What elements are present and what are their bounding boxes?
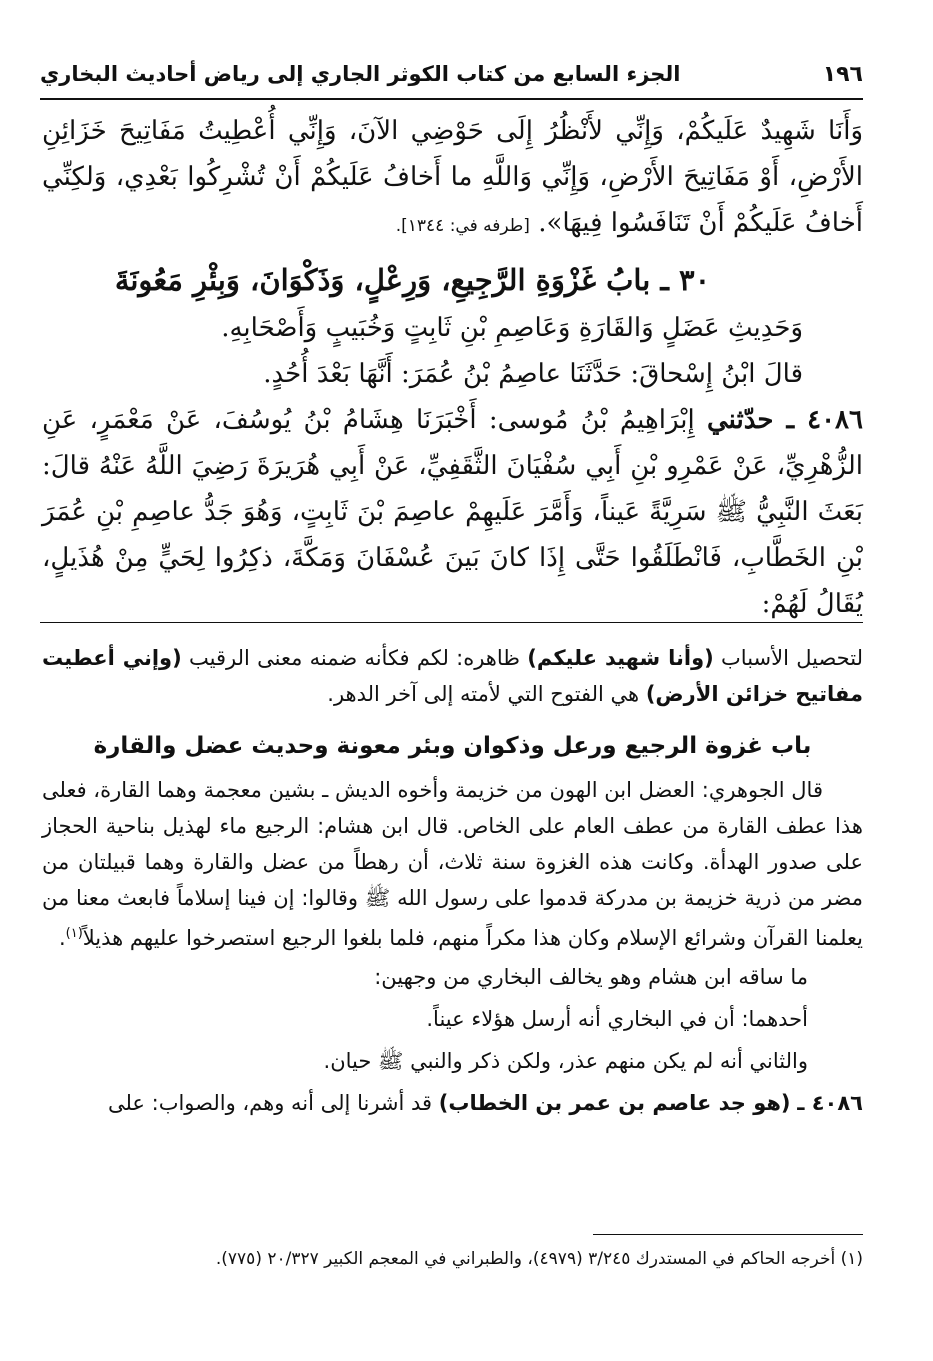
commentary-text: قال الجوهري: العضل ابن الهون من خزيمة وأخوه الديش ـ بشين معجمة وهما القارة، فعلى هذا عطف القارة من عطف العام على الخاص. قال ابن هشام: الرجيع ماء لهذيل بناحية الحجاز على صدور الهدأة. وكانت هذه الغزوة سنة ثلاث، أن رهطاً من عضل والقارة وهما قبيلتان من مضر من ذرية خزيمة بن مدركة قدموا على رسول الله ﷺ وقالوا: إن فينا إسلاماً فابعث معنا من يعلمنا القرآن وشرائع الإسلام وكان هذا مكراً منهم، فلما بلغوا الرجيع استصرخوا عليهم هذيلاً: [42, 778, 863, 950]
hadith-number: ٤٠٨٦ ـ حدّثني: [707, 405, 863, 435]
footnote: (١) أخرجه الحاكم في المستدرك ٣/٢٤٥ (٤٩٧٩)، والطبراني في المعجم الكبير ٢٠/٣٢٧ (٧٧٥).: [215, 1249, 863, 1269]
commentary-text: هي الفتوح التي لأمته إلى آخر الدهر.: [327, 682, 640, 706]
hadith-continuation: [42, 108, 863, 249]
footnote-marker: (١): [65, 926, 83, 941]
commentary-paragraph-2: قال الجوهري: العضل ابن الهون من خزيمة وأخوه الديش ـ بشين معجمة وهما القارة، فعلى هذا عطف القارة من عطف العام على الخاص. قال ابن هشام: الرجيع ماء لهذيل بناحية الحجاز على صدور الهدأة. وكانت هذه الغزوة سنة ثلاث، أن رهطاً من عضل والقارة وهما قبيلتان من مضر من ذرية خزيمة بن مدركة قدموا على رسول الله ﷺ وقالوا: إن فينا إسلاماً فابعث معنا من يعلمنا القرآن وشرائع الإسلام وكان هذا مكراً منهم، فلما بلغوا الرجيع استصرخوا عليهم هذيلاً$^{(١)}$.: [42, 778, 863, 950]
hadith-number: ٤٠٨٦ ـ: [797, 1091, 863, 1115]
header-rule: [40, 98, 863, 100]
quoted-phrase: (وأنا شهيد عليكم): [527, 646, 714, 670]
chapter-heading: ٣٠ ـ بابُ غَزْوَةِ الرَّجِيعِ، وَرِعْلٍ، وَذَكْوَانَ، وَبِئْرِ مَعُونَةَ: [114, 263, 711, 297]
commentary-paragraph-3: ما ساقه ابن هشام وهو يخالف البخاري من وجهين:: [374, 965, 808, 989]
page-number: ١٩٦: [822, 61, 863, 87]
continuation-text: وَأَنَا شَهِيدٌ عَلَيكُمْ، وَإِنِّي لأَنْظُرُ إِلَى حَوْضِي الآنَ، وَإِنِّي أُعْطِيتُ مَفَاتِيحَ خَزَائِنِ الأَرْضِ، أَوْ مَفَاتِيحَ الأَرْضِ، وَإِنِّي وَاللَّهِ ما أَخافُ عَلَيكُمْ أَنْ تُشْرِكُوا بَعْدِي، وَلكِنِّي أَخافُ عَلَيكُمْ أَنْ تَنَافَسُوا فِيهَا».: [42, 116, 863, 238]
commentary-paragraph-4: أحدهما: أن في البخاري أنه أرسل هؤلاء عيناً.: [426, 1007, 808, 1031]
commentary-paragraph-6: [42, 1082, 863, 1124]
hadith-4086: [42, 397, 863, 627]
quoted-phrase: (هو جد عاصم بن عمر بن الخطاب): [438, 1091, 791, 1115]
commentary-paragraph-1: [42, 640, 863, 712]
commentary: [42, 640, 863, 1124]
chapter-line-1: وَحَدِيثِ عَضَلٍ وَالقَارَةِ وَعَاصِمِ بْنِ ثَابِتٍ وَخُبَيبٍ وَأَصْحَابِهِ.: [221, 313, 803, 343]
hadith-text: إِبْرَاهِيمُ بْنُ مُوسى: أَخْبَرَنَا هِشَامُ بْنُ يُوسُفَ، عَنْ مَعْمَرٍ، عَنِ الزُّهْرِيِّ، عَنْ عَمْرِو بْنِ أَبِي سُفْيَانَ الثَّقَفِيِّ، عَنْ أَبِي هُرَيرَةَ رَضِيَ اللَّهُ عَنْهُ قالَ: بَعَثَ النَّبِيُّ ﷺ سَرِيَّةً عَيناً، وَأَمَّرَ عَلَيهِمْ عاصِمَ بْنَ ثَابِتٍ، وَهُوَ جَدُّ عاصِمِ بْنِ عُمَرَ بْنِ الخَطَّابِ، فَانْطَلَقُوا حَتَّى إِذَا كانَ بَينَ عُسْفَانَ وَمَكَّةَ، ذكِرُوا لِحَيٍّ مِنْ هُذَيلٍ، يُقَالُ لَهُمْ:: [42, 405, 863, 619]
running-title: الجزء السابع من كتاب الكوثر الجاري إلى رياض أحاديث البخاري: [40, 62, 681, 86]
commentary-text: ظاهره: لكم فكأنه ضمنه معنى الرقيب: [189, 646, 520, 670]
commentary-text: لتحصيل الأسباب: [721, 646, 863, 670]
cross-reference: [طرفه في: ١٣٤٤].: [395, 216, 530, 236]
quoted-phrase: (وإني أعطيت مفاتيح خزائن الأرض): [42, 646, 863, 706]
commentary-paragraph-5: والثاني أنه لم يكن منهم عذر، ولكن ذكر والنبي ﷺ حيان.: [323, 1049, 808, 1073]
footnote-rule: [593, 1234, 863, 1235]
page-header: [40, 54, 863, 94]
text-commentary-divider: [40, 622, 863, 623]
chapter-line-2: قالَ ابْنُ إِسْحاقَ: حَدَّثَنَا عاصِمُ بْنُ عُمَرَ: أَنَّهَا بَعْدَ أُحُدٍ.: [263, 359, 803, 389]
commentary-text: قد أشرنا إلى أنه وهم، والصواب: على: [107, 1091, 433, 1115]
main-text: [42, 108, 863, 627]
commentary-heading: باب غزوة الرجيع ورعل وذكوان وبئر معونة وحديث عضل والقارة: [93, 733, 812, 759]
